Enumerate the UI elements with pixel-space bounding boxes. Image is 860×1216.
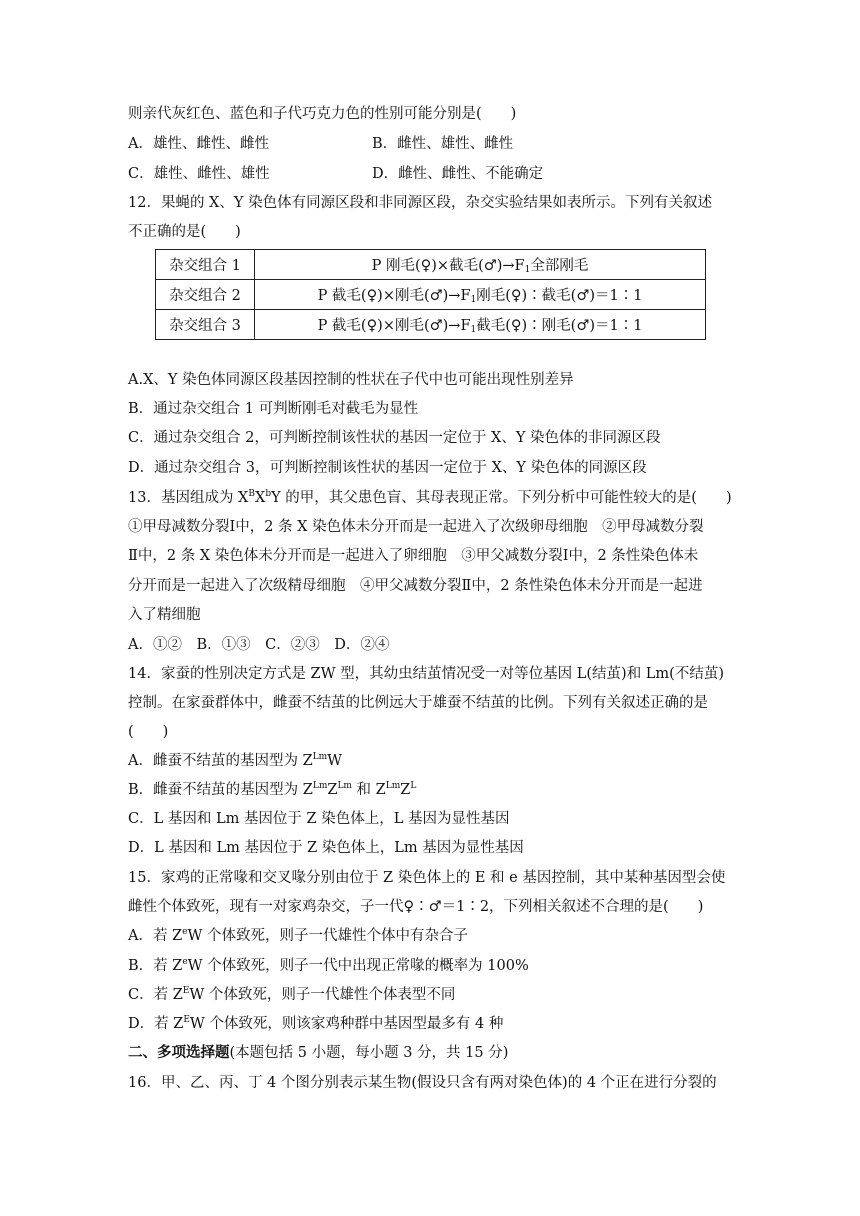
q14-option-b: B．雌蚕不结茧的基因型为 $Z^{Lm}Z^{Lm}$ 和 $Z^{Lm}Z^L$: [128, 781, 417, 798]
table-cell-label: 杂交组合 1: [156, 250, 255, 280]
q11-option-row-2: [128, 164, 544, 184]
q15-option-b: B．若 $Z^eW$ 个体致死，则子一代中出现正常喙的概率为 100%: [128, 957, 529, 974]
q13-line-3: Ⅱ中，2 条 X 染色体未分开而是一起进入了卵细胞 ③甲父减数分裂Ⅰ中，2 条性染色体未: [128, 548, 699, 564]
section-2-title: 二、多项选择题: [128, 1044, 230, 1061]
q15-option-c: C．若 $Z^EW$ 个体致死，则子一代雄性个体表型不同: [128, 986, 456, 1003]
q13-line-4: 分开而是一起进入了次级精母细胞 ④甲父减数分裂Ⅱ中，2 条性染色体未分开而是一起进: [128, 578, 703, 594]
table-cell-cross: P 截毛(♀)×刚毛$(♂)\to F_1$截毛(♀)∶刚毛(♂)＝1∶1: [255, 310, 706, 340]
section-2-heading: [128, 1043, 508, 1063]
q16-stem-line-1: 16．甲、乙、丙、丁 4 个图分别表示某生物(假设只含有两对染色体)的 4 个正在进行分裂的: [128, 1075, 717, 1091]
q12-option-d: D．通过杂交组合 3，可判断控制该性状的基因一定位于 X、Y 染色体的同源区段: [128, 460, 647, 476]
q15-stem-line-2: 雌性个体致死，现有一对家鸡杂交，子一代♀∶♂＝1∶2，下列相关叙述不合理的是( ): [128, 899, 704, 915]
table-cell-cross: P 刚毛(♀)×截毛$(♂)\to F_1$全部刚毛: [255, 250, 706, 280]
q13-stem: 13．基因组成为 $X^BX^bY$ 的甲，其父患色盲、其母表现正常。下列分析中可能性较大的是( ): [128, 489, 732, 506]
q14-stem-line-3: ( ): [128, 724, 169, 740]
table-cell-cross: P 截毛(♀)×刚毛$(♂)\to F_1$刚毛(♀)∶截毛(♂)＝1∶1: [255, 280, 706, 310]
q14-option-a: A．雌蚕不结茧的基因型为 $Z^{Lm}W$: [128, 752, 343, 769]
table-row: [156, 250, 706, 280]
q12-stem-line-2: 不正确的是( ): [128, 224, 241, 240]
q11-option-row-1: [128, 134, 514, 154]
table-cell-label: 杂交组合 2: [156, 280, 255, 310]
q12-stem-line-1: 12．果蝇的 X、Y 染色体有同源区段和非同源区段，杂交实验结果如表所示。下列有关叙述: [128, 195, 713, 211]
q14-stem-line-1: 14．家蚕的性别决定方式是 ZW 型，其幼虫结茧情况受一对等位基因 L(结茧)和 Lm(不结茧): [128, 666, 724, 682]
q11-stem: 则亲代灰红色、蓝色和子代巧克力色的性别可能分别是( ): [128, 106, 517, 122]
q12-cross-table: [155, 249, 706, 340]
q13-line-5: 入了精细胞: [128, 607, 201, 623]
q13-line-2: ①甲母减数分裂Ⅰ中，2 条 X 染色体未分开而是一起进入了次级卵母细胞 ②甲母减数分裂: [128, 519, 704, 535]
q11-option-b: B．雌性、雄性、雌性: [372, 136, 514, 152]
q15-option-d: D．若 $Z^EW$ 个体致死，则该家鸡种群中基因型最多有 4 种: [128, 1015, 504, 1032]
table-row: [156, 280, 706, 310]
q11-option-d: D．雌性、雌性、不能确定: [372, 166, 544, 182]
q11-option-c: C．雄性、雌性、雄性: [128, 166, 270, 182]
q11-option-a: A．雄性、雌性、雌性: [128, 136, 269, 152]
q13-options: A．①② B．①③ C．②③ D．②④: [128, 637, 390, 653]
q15-stem-line-1: 15．家鸡的正常喙和交叉喙分别由位于 Z 染色体上的 E 和 e 基因控制，其中某种基因型会使: [128, 870, 726, 886]
q14-option-c: C．L 基因和 Lm 基因位于 Z 染色体上，L 基因为显性基因: [128, 811, 510, 827]
q15-option-a: A．若 $Z^eW$ 个体致死，则子一代雄性个体中有杂合子: [128, 927, 468, 944]
table-row: [156, 310, 706, 340]
q14-stem-line-2: 控制。在家蚕群体中，雌蚕不结茧的比例远大于雄蚕不结茧的比例。下列有关叙述正确的是: [128, 695, 708, 711]
section-2-note: (本题包括 5 小题，每小题 3 分，共 15 分): [229, 1045, 509, 1061]
q12-option-b: B．通过杂交组合 1 可判断刚毛对截毛为显性: [128, 401, 419, 417]
table-cell-label: 杂交组合 3: [156, 310, 255, 340]
q12-option-a: A.X、Y 染色体同源区段基因控制的性状在子代中也可能出现性别差异: [128, 372, 574, 388]
q14-option-d: D．L 基因和 Lm 基因位于 Z 染色体上，Lm 基因为显性基因: [128, 840, 524, 856]
q12-option-c: C．通过杂交组合 2，可判断控制该性状的基因一定位于 X、Y 染色体的非同源区段: [128, 430, 661, 446]
